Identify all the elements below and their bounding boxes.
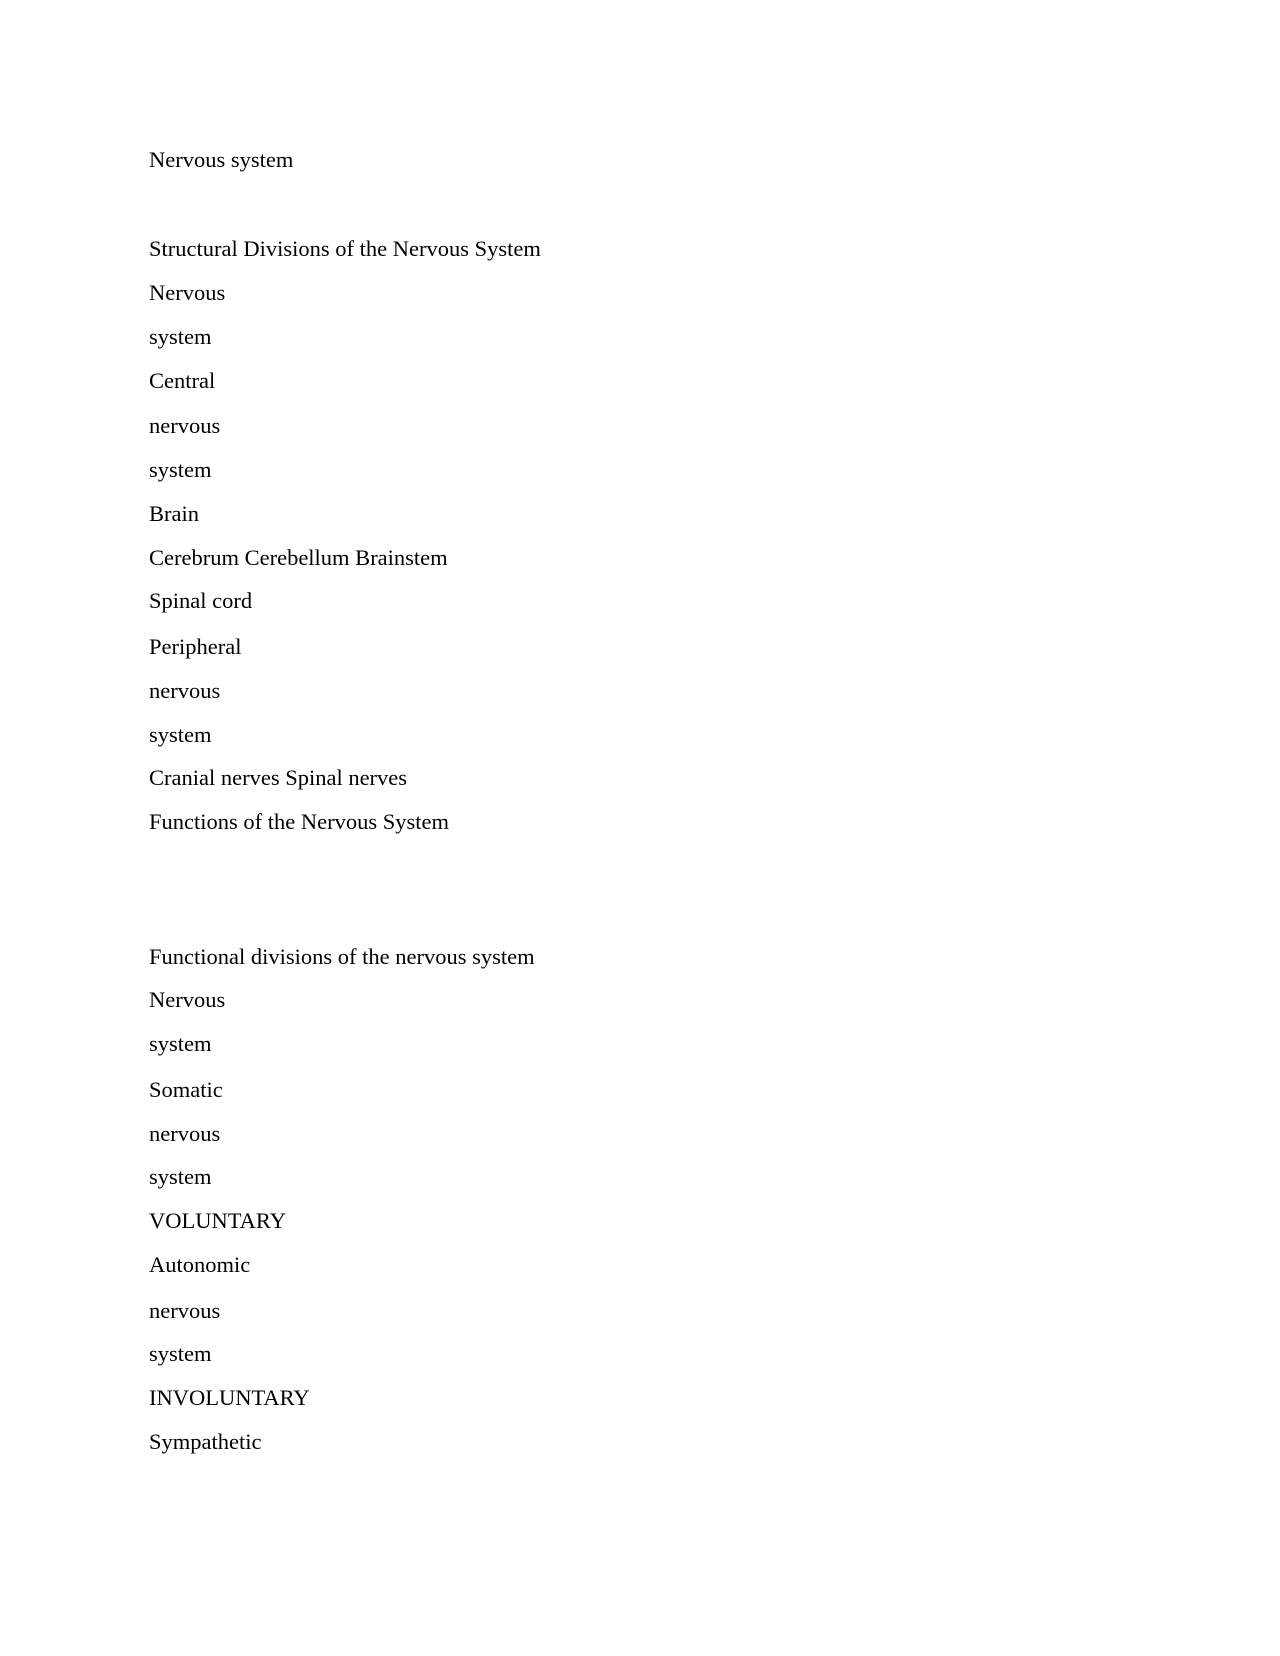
structural-line: Spinal cord bbox=[149, 588, 253, 613]
structural-line: system bbox=[149, 457, 212, 482]
structural-line: Central bbox=[149, 368, 216, 393]
functional-line: Somatic bbox=[149, 1077, 223, 1102]
functions-heading: Functions of the Nervous System bbox=[149, 809, 449, 834]
functional-line: system bbox=[149, 1164, 212, 1189]
structural-line: Nervous bbox=[149, 280, 226, 305]
functional-line: nervous bbox=[149, 1121, 221, 1146]
structural-line: Cranial nerves Spinal nerves bbox=[149, 765, 408, 790]
functional-line: Nervous bbox=[149, 987, 226, 1012]
functional-line: VOLUNTARY bbox=[149, 1208, 286, 1233]
structural-line: system bbox=[149, 722, 212, 747]
functional-line: system bbox=[149, 1341, 212, 1366]
functional-heading: Functional divisions of the nervous system bbox=[149, 944, 535, 969]
structural-line: Brain bbox=[149, 501, 199, 526]
functional-line: Sympathetic bbox=[149, 1429, 262, 1454]
functional-line: nervous bbox=[149, 1298, 221, 1323]
document-title: Nervous system bbox=[149, 147, 294, 172]
structural-line: Peripheral bbox=[149, 634, 242, 659]
functional-line: INVOLUNTARY bbox=[149, 1385, 310, 1410]
structural-line: Cerebrum Cerebellum Brainstem bbox=[149, 545, 448, 570]
functional-line: Autonomic bbox=[149, 1252, 251, 1277]
structural-line: nervous bbox=[149, 678, 221, 703]
structural-line: nervous bbox=[149, 413, 221, 438]
structural-heading: Structural Divisions of the Nervous System bbox=[149, 236, 541, 261]
functional-line: system bbox=[149, 1031, 212, 1056]
structural-line: system bbox=[149, 324, 212, 349]
